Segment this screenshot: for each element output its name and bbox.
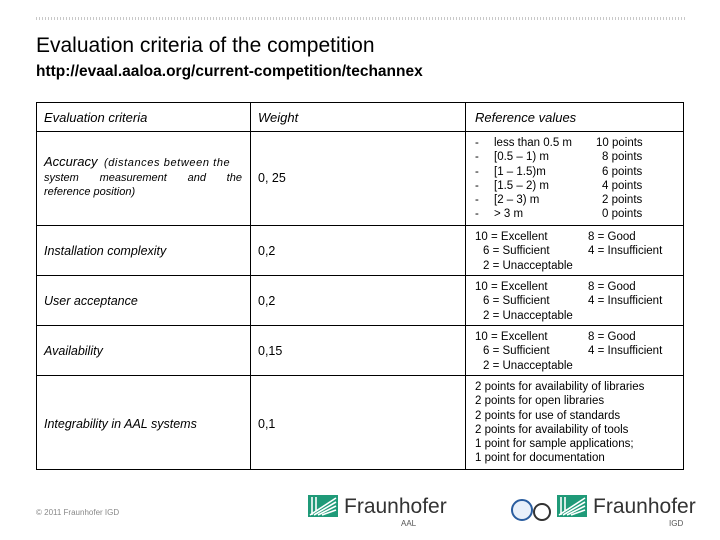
accuracy-label: Accuracy: [44, 154, 98, 169]
installation-weight: 0,2: [258, 244, 276, 258]
igd-label: IGD: [669, 519, 684, 528]
fraunhofer-aal-logo: [308, 495, 478, 529]
accuracy-desc-word: and: [187, 172, 206, 184]
availability-scale: 10 = Excellent 8 = Good 6 = Sufficient 4 = Insufficient 2 = Unacceptable: [475, 331, 663, 372]
criteria-table: [36, 102, 684, 470]
list-item: 2 points for availability of tools: [475, 423, 629, 436]
aal-label: AAL: [401, 519, 417, 528]
list-item: 1 point for sample applications;: [475, 438, 634, 451]
list-item: - [1 – 1.5)m 6 points: [475, 165, 643, 178]
list-item: - > 3 m 0 points: [475, 208, 643, 221]
fraunhofer-logo-icon: [308, 495, 338, 517]
table-row-accuracy: [37, 132, 683, 226]
top-dotted-rule: [36, 17, 685, 20]
availability-criteria: Availability: [44, 344, 103, 358]
installation-criteria: Installation complexity: [44, 244, 167, 258]
list-item: 2 points for use of standards: [475, 409, 621, 422]
header-criteria: Evaluation criteria: [44, 110, 148, 125]
slide-title: Evaluation criteria of the competition: [36, 34, 375, 57]
accuracy-criteria-cell: [44, 154, 242, 199]
slide-subtitle-url: http://evaal.aaloa.org/current-competition/techannex: [36, 63, 423, 80]
list-item: 2 points for open libraries: [475, 395, 605, 408]
fraunhofer-logo-icon: [557, 495, 587, 517]
list-item: - less than 0.5 m 10 points: [475, 137, 643, 149]
installation-scale: 10 = Excellent 8 = Good 6 = Sufficient 4 = Insufficient 2 = Unacceptable: [475, 231, 663, 272]
accuracy-desc-line3: reference position): [44, 186, 136, 198]
availability-weight: 0,15: [258, 344, 283, 358]
quality-seal-icon: [533, 503, 551, 521]
integrability-criteria: Integrability in AAL systems: [44, 417, 197, 431]
user-acceptance-weight: 0,2: [258, 294, 276, 308]
fraunhofer-igd-logo: [557, 495, 696, 529]
accuracy-desc-word: measurement: [99, 172, 167, 184]
table-row-availability: [37, 326, 683, 376]
accuracy-weight: 0, 25: [258, 171, 286, 185]
list-item: - [0.5 – 1) m 8 points: [475, 151, 643, 164]
table-row-integrability: [37, 376, 683, 471]
table-header-row: [37, 103, 683, 132]
fraunhofer-wordmark: Fraunhofer: [344, 495, 447, 518]
header-weight: Weight: [258, 110, 299, 125]
accuracy-desc-line2: [44, 171, 242, 185]
certification-seal-icon: [511, 499, 533, 521]
accuracy-ranges-list: [475, 136, 643, 222]
accuracy-desc-line1: (distances between the: [103, 157, 231, 169]
list-item: - [1.5 – 2) m 4 points: [475, 179, 643, 192]
accuracy-desc-word: system: [44, 172, 79, 184]
fraunhofer-wordmark: Fraunhofer: [593, 495, 696, 518]
integrability-weight: 0,1: [258, 417, 276, 431]
table-row-user-acceptance: [37, 276, 683, 326]
user-acceptance-criteria: User acceptance: [44, 294, 138, 308]
list-item: 1 point for documentation: [475, 452, 605, 465]
table-row-installation: [37, 226, 683, 276]
list-item: 2 points for availability of libraries: [475, 381, 645, 393]
user-acceptance-scale: 10 = Excellent 8 = Good 6 = Sufficient 4 = Insufficient 2 = Unacceptable: [475, 281, 663, 322]
accuracy-desc-word: the: [226, 172, 242, 184]
integrability-points-list: [475, 380, 644, 466]
header-reference: Reference values: [475, 110, 577, 125]
footer-copyright: © 2011 Fraunhofer IGD: [36, 508, 120, 517]
list-item: - [2 – 3) m 2 points: [475, 194, 643, 207]
